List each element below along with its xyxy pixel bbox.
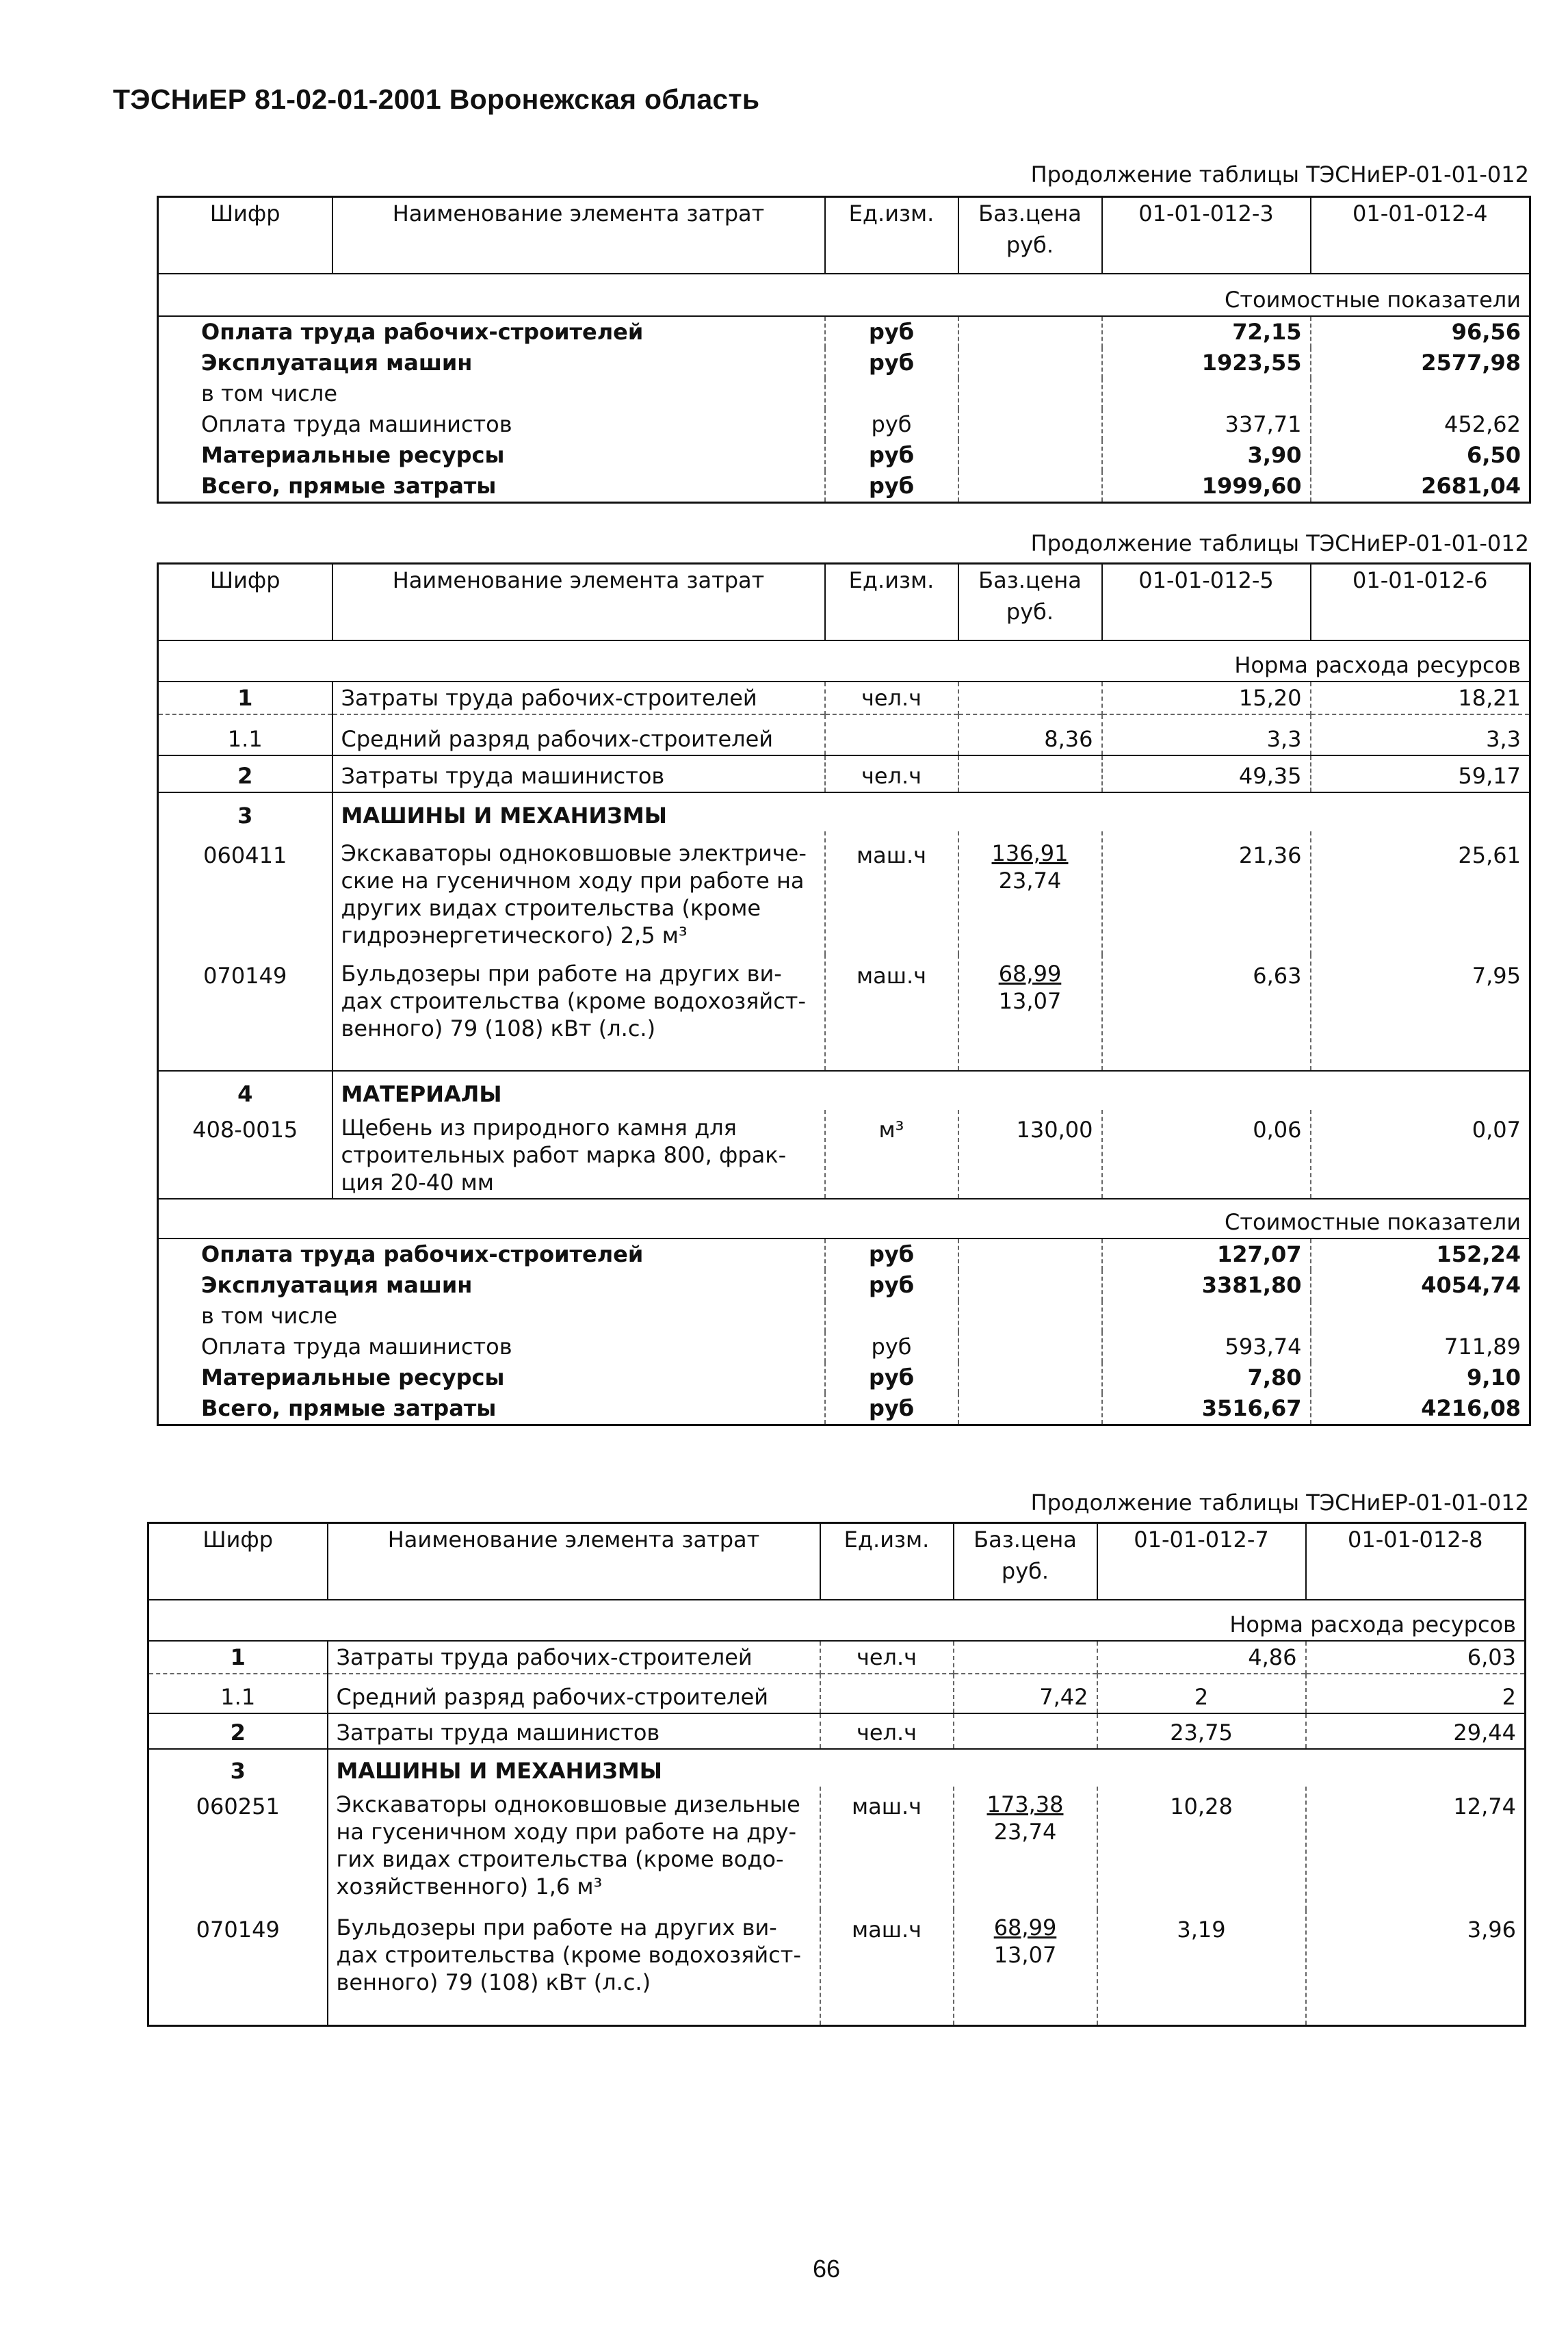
cost-value-b: 9,10 [1311, 1362, 1530, 1393]
row-value-b: 3,96 [1306, 1910, 1526, 2026]
table-row [158, 714, 1530, 755]
row-name: Средний разряд рабочих-строителей [332, 714, 825, 755]
cost-row [158, 348, 1530, 378]
cost-table-1 [157, 196, 1531, 504]
cost-row [158, 1301, 1530, 1332]
cost-value-b: 452,62 [1311, 409, 1530, 440]
cost-value-b: 96,56 [1311, 316, 1530, 348]
col-name-header: Наименование элемента затрат [328, 1523, 820, 1600]
row-price-bottom: 23,74 [993, 1818, 1057, 1845]
table-row [148, 1713, 1526, 1749]
section-title: МАШИНЫ И МЕХАНИЗМЫ [332, 792, 825, 831]
row-price-bottom: 23,74 [998, 867, 1062, 894]
cost-name: Материальные ресурсы [201, 441, 505, 468]
row-value-a: 23,75 [1097, 1713, 1306, 1749]
cost-row [158, 1393, 1530, 1425]
row-code: 060251 [196, 1793, 280, 1819]
cost-unit: руб [825, 1239, 958, 1270]
cost-row [158, 1270, 1530, 1301]
cost-value-a: 593,74 [1102, 1332, 1311, 1362]
row-unit: чел.ч [825, 682, 958, 714]
row-value-b: 3,3 [1311, 714, 1530, 755]
section-header-row [148, 1600, 1526, 1641]
col-price-header: Баз.цена руб. [958, 197, 1102, 274]
cost-value-b: 4054,74 [1311, 1270, 1530, 1301]
col-a-header: 01-01-012-3 [1102, 197, 1311, 274]
cost-value-a: 72,15 [1102, 316, 1311, 348]
row-unit: маш.ч [820, 1910, 954, 2026]
cost-name: Оплата труда рабочих-строителей [201, 1241, 644, 1267]
table-caption: Продолжение таблицы ТЭСНиЕР-01-01-012 [1030, 530, 1529, 556]
row-value-a: 0,06 [1102, 1110, 1311, 1199]
row-name: Затраты труда машинистов [328, 1713, 820, 1749]
cost-price [958, 348, 1102, 378]
cost-value-b: 2577,98 [1311, 348, 1530, 378]
cost-row [158, 409, 1530, 440]
col-a-header: 01-01-012-7 [1097, 1523, 1306, 1600]
row-value-a: 3,3 [1102, 714, 1311, 755]
row-value-a: 6,63 [1102, 955, 1311, 1071]
cost-price [958, 1239, 1102, 1270]
row-price: 7,42 [954, 1674, 1097, 1713]
row-value-a: 49,35 [1102, 755, 1311, 792]
table-caption: Продолжение таблицы ТЭСНиЕР-01-01-012 [1030, 161, 1529, 187]
section-title: МАТЕРИАЛЫ [332, 1071, 825, 1110]
col-a-header: 01-01-012-5 [1102, 564, 1311, 640]
cost-name: Оплата труда рабочих-строителей [201, 318, 644, 345]
row-code: 070149 [203, 962, 287, 989]
table-row [158, 1071, 1530, 1110]
row-code: 1.1 [220, 1683, 256, 1710]
cost-name: Всего, прямые затраты [201, 1395, 497, 1421]
cost-name: Эксплуатация машин [201, 349, 473, 376]
cost-value-a [1102, 378, 1311, 409]
cost-row [158, 1239, 1530, 1270]
row-name: Затраты труда рабочих-строителей [328, 1641, 820, 1674]
cost-price [958, 409, 1102, 440]
cost-value-b: 152,24 [1311, 1239, 1530, 1270]
cost-value-b: 2681,04 [1311, 471, 1530, 503]
row-name: Щебень из природного камня для строительных работ марка 800, фрак-ция 20-40 мм [332, 1110, 825, 1199]
row-value-a: 2 [1097, 1674, 1306, 1713]
cost-unit: руб [825, 316, 958, 348]
row-code: 1 [237, 684, 253, 711]
cost-unit: руб [825, 1362, 958, 1393]
row-unit: маш.ч [825, 955, 958, 1071]
page-title: ТЭСНиЕР 81-02-01-2001 Воронежская область [113, 83, 760, 115]
cost-unit [825, 378, 958, 409]
cost-price [958, 440, 1102, 471]
cost-price [958, 316, 1102, 348]
cost-row [158, 316, 1530, 348]
row-price-top: 136,91 [991, 840, 1069, 866]
cost-price [958, 471, 1102, 503]
page-number: 66 [813, 2255, 841, 2283]
row-value-b: 25,61 [1311, 831, 1530, 955]
cost-unit: руб [825, 471, 958, 503]
col-unit-header: Ед.изм. [825, 564, 958, 640]
row-name: Бульдозеры при работе на других ви-дах строительства (кроме водохозяйст-венного) 79 (108) кВт (л.с.) [328, 1910, 820, 2026]
col-code-header: Шифр [158, 564, 332, 640]
table-row [148, 1641, 1526, 1674]
cost-value-a: 1923,55 [1102, 348, 1311, 378]
col-price-header: Баз.цена руб. [954, 1523, 1097, 1600]
cost-price [958, 378, 1102, 409]
cost-price [958, 1332, 1102, 1362]
col-code-header: Шифр [148, 1523, 328, 1600]
row-value-b: 12,74 [1306, 1787, 1526, 1910]
table-row [158, 955, 1530, 1071]
cost-value-a: 127,07 [1102, 1239, 1311, 1270]
col-name-header: Наименование элемента затрат [332, 197, 825, 274]
row-name: Экскаваторы одноковшовые электриче-ские на гусеничном ходу при работе на других видах строительства (кроме гидроэнергетического) 2,5 м³ [332, 831, 825, 955]
section-header-row [158, 640, 1530, 682]
table-header-row [148, 1523, 1526, 1600]
table-caption: Продолжение таблицы ТЭСНиЕР-01-01-012 [1030, 1490, 1529, 1516]
table-header-row [158, 197, 1530, 274]
cost-value-a: 337,71 [1102, 409, 1311, 440]
row-value-b: 0,07 [1311, 1110, 1530, 1199]
table-row [148, 1674, 1526, 1713]
row-name: Средний разряд рабочих-строителей [328, 1674, 820, 1713]
row-price-top: 173,38 [986, 1791, 1064, 1817]
col-name-header: Наименование элемента затрат [332, 564, 825, 640]
section-header-row [158, 274, 1530, 316]
row-unit: маш.ч [820, 1787, 954, 1910]
section-header-row [158, 1199, 1530, 1239]
cost-value-b [1311, 378, 1530, 409]
row-price-bottom: 13,07 [998, 987, 1062, 1014]
row-value-b: 18,21 [1311, 682, 1530, 714]
cost-rows [158, 316, 1530, 503]
cost-name: Эксплуатация машин [201, 1271, 473, 1298]
cost-unit: руб [825, 409, 958, 440]
cost-value-b [1311, 1301, 1530, 1332]
table-row [148, 1749, 1526, 1787]
cost-row [158, 1362, 1530, 1393]
row-value-a: 4,86 [1097, 1641, 1306, 1674]
row-price: 8,36 [958, 714, 1102, 755]
cost-value-a: 1999,60 [1102, 471, 1311, 503]
row-name: Экскаваторы одноковшовые дизельные на гусеничном ходу при работе на дру-гих видах строительства (кроме водо-хозяйственного) 1,6 м³ [328, 1787, 820, 1910]
col-unit-header: Ед.изм. [825, 197, 958, 274]
cost-name: Материальные ресурсы [201, 1364, 505, 1390]
cost-section-header: Стоимостные показатели [158, 1199, 1530, 1239]
cost-unit: руб [825, 440, 958, 471]
table-row [148, 1910, 1526, 2026]
cost-unit: руб [825, 348, 958, 378]
row-value-b: 29,44 [1306, 1713, 1526, 1749]
row-unit: чел.ч [820, 1641, 954, 1674]
cost-unit: руб [825, 1332, 958, 1362]
row-name: Бульдозеры при работе на других ви-дах строительства (кроме водохозяйст-венного) 79 (108) кВт (л.с.) [332, 955, 825, 1071]
table-row [148, 1787, 1526, 1910]
table-row [158, 831, 1530, 955]
row-price-bottom: 13,07 [993, 1941, 1057, 1968]
row-value-a: 3,19 [1097, 1910, 1306, 2026]
section-title: МАШИНЫ И МЕХАНИЗМЫ [328, 1749, 820, 1787]
col-unit-header: Ед.изм. [820, 1523, 954, 1600]
row-price-top: 68,99 [993, 1914, 1057, 1941]
row-code: 2 [158, 755, 332, 792]
cost-rows [158, 1239, 1530, 1425]
col-b-header: 01-01-012-4 [1311, 197, 1530, 274]
row-code: 408-0015 [192, 1116, 298, 1143]
norm-table-2 [157, 562, 1531, 1426]
cost-value-a: 3,90 [1102, 440, 1311, 471]
col-b-header: 01-01-012-8 [1306, 1523, 1526, 1600]
cost-value-b: 711,89 [1311, 1332, 1530, 1362]
cost-name: Оплата труда машинистов [201, 1333, 512, 1360]
col-price-header: Баз.цена руб. [958, 564, 1102, 640]
cost-value-a: 3516,67 [1102, 1393, 1311, 1425]
cost-name: в том числе [201, 1302, 337, 1329]
table-row [158, 755, 1530, 792]
cost-unit [825, 1301, 958, 1332]
norm-table-3 [147, 1522, 1526, 2027]
cost-price [958, 1393, 1102, 1425]
cost-price [958, 1362, 1102, 1393]
row-name: Затраты труда машинистов [332, 755, 825, 792]
cost-unit: руб [825, 1393, 958, 1425]
row-code: 4 [158, 1071, 332, 1110]
cost-row [158, 378, 1530, 409]
cost-unit: руб [825, 1270, 958, 1301]
norm-section-header: Норма расхода ресурсов [148, 1600, 1526, 1641]
row-code: 2 [148, 1713, 328, 1749]
row-value-a: 10,28 [1097, 1787, 1306, 1910]
row-price-top: 68,99 [998, 960, 1062, 987]
row-price: 130,00 [958, 1110, 1102, 1199]
cost-row [158, 471, 1530, 503]
row-unit: маш.ч [825, 831, 958, 955]
row-code: 070149 [196, 1916, 280, 1943]
table-header-row [158, 564, 1530, 640]
cost-section-header: Стоимостные показатели [158, 274, 1530, 316]
cost-value-a: 3381,80 [1102, 1270, 1311, 1301]
cost-row [158, 440, 1530, 471]
row-unit: чел.ч [825, 755, 958, 792]
row-code: 3 [148, 1749, 328, 1787]
row-code: 1 [230, 1644, 246, 1670]
cost-value-b: 6,50 [1311, 440, 1530, 471]
cost-name: Всего, прямые затраты [201, 472, 497, 499]
row-name: Затраты труда рабочих-строителей [332, 682, 825, 714]
row-value-a: 21,36 [1102, 831, 1311, 955]
row-unit: м³ [825, 1110, 958, 1199]
row-value-b: 59,17 [1311, 755, 1530, 792]
row-unit: чел.ч [820, 1713, 954, 1749]
row-code: 1.1 [227, 725, 263, 752]
norm-section-header: Норма расхода ресурсов [158, 640, 1530, 682]
row-value-a: 15,20 [1102, 682, 1311, 714]
row-value-b: 7,95 [1311, 955, 1530, 1071]
cost-value-b: 4216,08 [1311, 1393, 1530, 1425]
table-row [158, 682, 1530, 714]
col-code-header: Шифр [158, 197, 332, 274]
cost-name: Оплата труда машинистов [201, 411, 512, 437]
cost-name: в том числе [201, 380, 337, 406]
row-code: 3 [158, 792, 332, 831]
cost-value-a [1102, 1301, 1311, 1332]
table-row [158, 792, 1530, 831]
table-row [158, 1110, 1530, 1199]
cost-price [958, 1301, 1102, 1332]
cost-price [958, 1270, 1102, 1301]
row-value-b: 6,03 [1306, 1641, 1526, 1674]
row-code: 060411 [203, 842, 287, 868]
row-value-b: 2 [1306, 1674, 1526, 1713]
cost-row [158, 1332, 1530, 1362]
cost-value-a: 7,80 [1102, 1362, 1311, 1393]
col-b-header: 01-01-012-6 [1311, 564, 1530, 640]
